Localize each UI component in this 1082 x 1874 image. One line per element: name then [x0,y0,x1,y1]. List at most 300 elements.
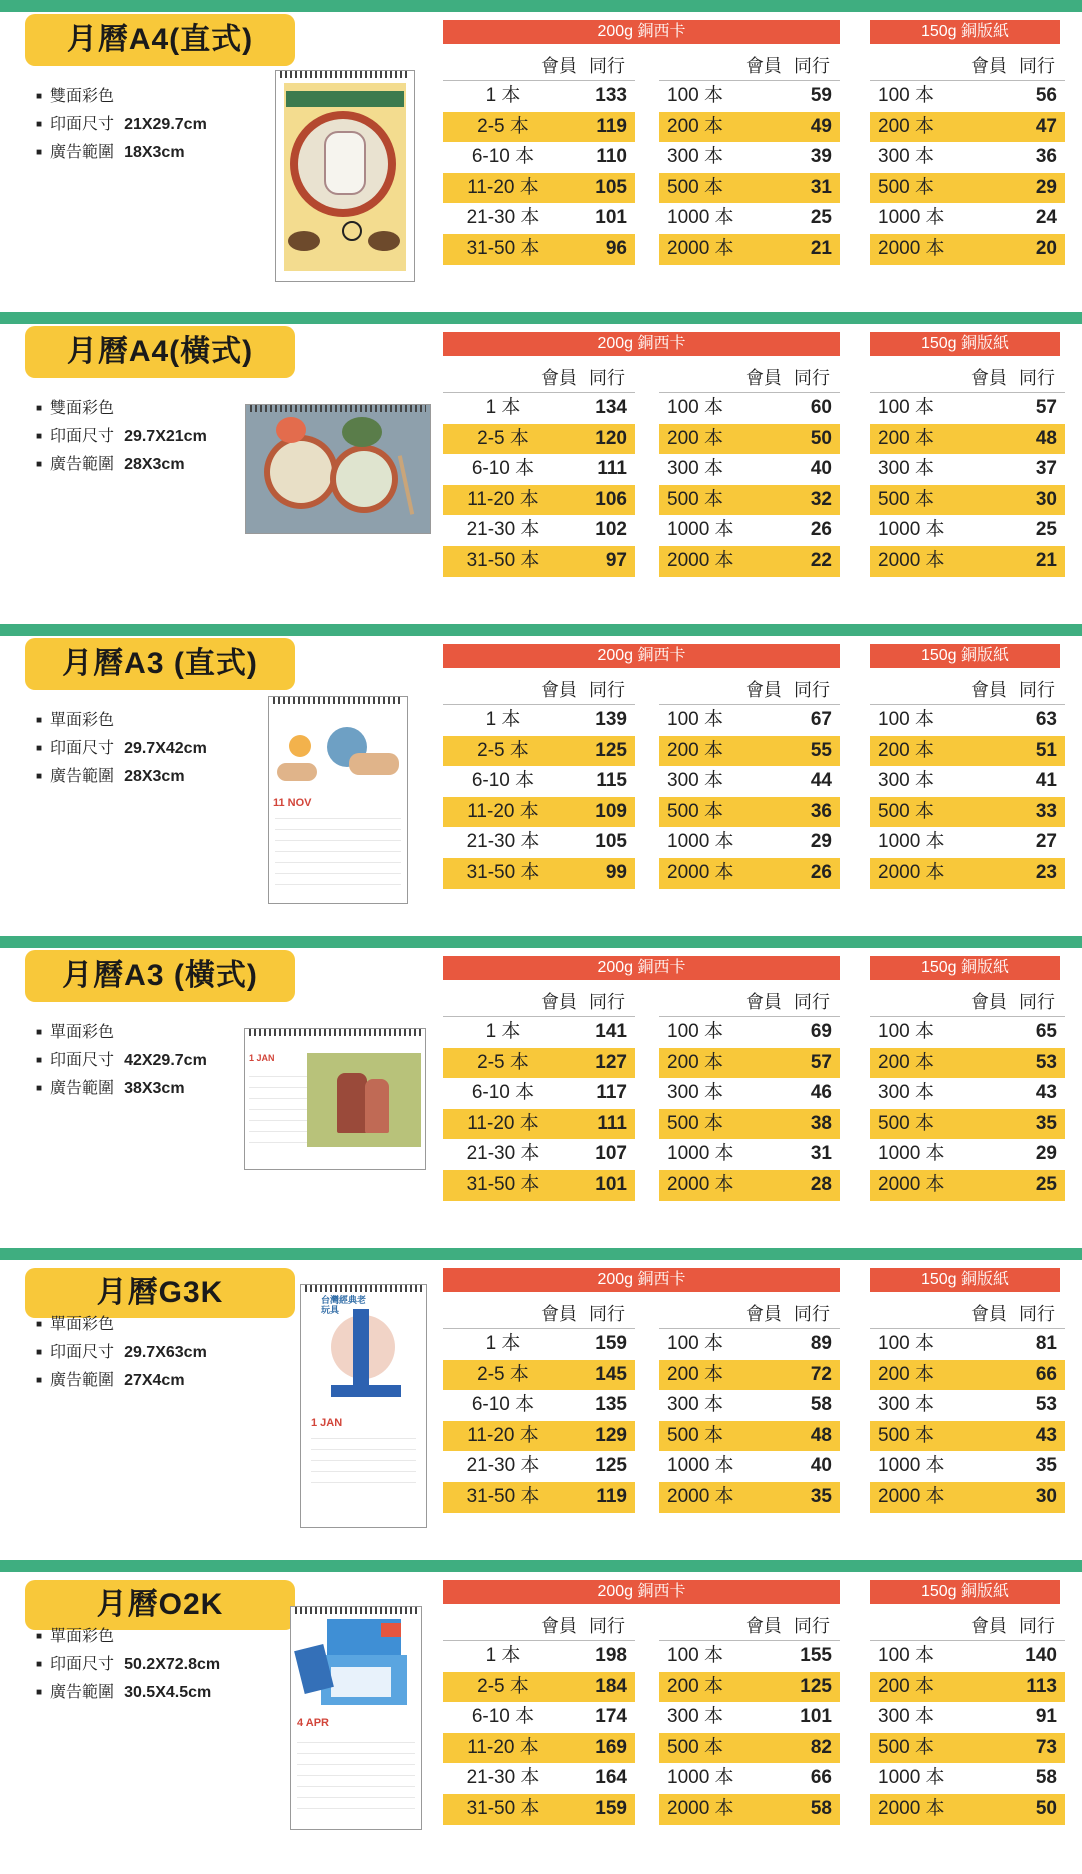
price-row [659,858,840,889]
quantity-label: 11-20 本 [467,800,539,822]
table-header [870,1612,1065,1641]
price-row [659,1641,840,1672]
price-value: 117 [596,1082,627,1104]
price-table-150g-bulk [870,1300,1065,1513]
price-row [870,1078,1065,1109]
price-row [870,1329,1065,1360]
member-header: 會員 [971,1616,1007,1636]
price-table-200g-small [443,988,635,1201]
peer-header: 同行 [589,680,625,700]
price-table-200g-bulk [659,1612,840,1825]
price-row [659,454,840,485]
quantity-label: 500 本 [667,488,723,510]
price-value: 101 [800,1706,832,1728]
peer-header: 同行 [589,368,625,388]
spec-ad-area-value: 38X3cm [124,1080,185,1097]
price-value: 111 [597,458,627,480]
price-row [443,1017,635,1048]
price-row [870,1139,1065,1170]
quantity-label: 21-30 本 [466,831,540,853]
table-header [870,364,1065,393]
spec-print-side [36,396,207,424]
member-header: 會員 [541,992,577,1012]
price-row [870,1641,1065,1672]
price-value: 25 [810,207,832,229]
price-row [443,1794,635,1825]
spec-list [36,708,207,792]
quantity-label: 200 本 [878,739,934,761]
paper-band-150g: 150g 銅版紙 [870,1580,1060,1604]
quantity-label: 31-50 本 [466,1797,540,1819]
price-row [870,1390,1065,1421]
member-header: 會員 [541,368,577,388]
quantity-label: 2000 本 [667,237,734,259]
table-header [659,1612,840,1641]
price-value: 159 [595,1797,627,1819]
price-value: 37 [1035,458,1057,480]
price-row [659,203,840,234]
price-table-150g-bulk [870,988,1065,1201]
quantity-label: 1 本 [485,709,521,730]
price-value: 36 [1035,146,1057,168]
price-value: 82 [810,1736,832,1758]
quantity-label: 2-5 本 [477,1675,529,1697]
price-row [870,1794,1065,1825]
spec-ad-area-value: 30.5X4.5cm [124,1684,212,1701]
price-row [443,393,635,424]
price-value: 33 [1035,800,1057,822]
price-value: 28 [810,1173,832,1195]
price-value: 135 [595,1394,627,1416]
paper-band-200g: 200g 銅西卡 [443,20,840,44]
price-row [443,515,635,546]
spec-print-size-label: 印面尺寸 [50,116,115,133]
paper-band-200g: 200g 銅西卡 [443,1268,840,1292]
price-value: 21 [1035,549,1057,571]
price-row [870,81,1065,112]
price-row [870,173,1065,204]
quantity-label: 21-30 本 [466,519,540,541]
quantity-label: 2-5 本 [477,739,529,761]
spec-list [36,1312,207,1396]
member-header: 會員 [971,56,1007,76]
quantity-label: 1000 本 [667,1455,734,1477]
price-value: 56 [1035,85,1057,106]
spec-ad-area-value: 27X4cm [124,1372,185,1389]
quantity-label: 200 本 [667,115,723,137]
table-header [659,988,840,1017]
quantity-label: 100 本 [878,397,934,418]
peer-header: 同行 [1019,680,1055,700]
price-value: 127 [595,1051,627,1073]
paper-band-150g: 150g 銅版紙 [870,332,1060,356]
product-section [0,0,1082,312]
quantity-label: 500 本 [878,176,934,198]
section-top-bar [0,624,1082,636]
quantity-label: 1000 本 [878,1455,945,1477]
quantity-label: 500 本 [878,488,934,510]
quantity-label: 200 本 [878,1675,934,1697]
peer-header: 同行 [589,992,625,1012]
price-row [443,485,635,516]
quantity-label: 500 本 [878,1424,934,1446]
quantity-label: 2000 本 [667,1485,734,1507]
price-table-200g-bulk [659,988,840,1201]
quantity-label: 200 本 [878,1051,934,1073]
spec-print-size-label: 印面尺寸 [50,1656,115,1673]
price-value: 53 [1035,1051,1057,1073]
peer-header: 同行 [1019,1616,1055,1636]
price-value: 25 [1035,1173,1057,1195]
price-value: 49 [810,115,832,137]
quantity-label: 500 本 [667,800,723,822]
spec-print-side-value: 單面彩色 [50,1628,115,1645]
table-header [870,1300,1065,1329]
quantity-label: 100 本 [667,1645,723,1666]
member-header: 會員 [746,1616,782,1636]
price-row [443,1109,635,1140]
product-title: 月曆A3 (橫式) [25,950,295,1002]
price-row [659,1702,840,1733]
price-row [443,1451,635,1482]
price-row [443,1733,635,1764]
table-header [659,1300,840,1329]
calendar-month-label: 11 NOV [273,797,312,809]
price-value: 81 [1035,1333,1057,1354]
price-value: 164 [595,1767,627,1789]
spec-ad-area [36,1076,207,1104]
spec-print-size [36,1340,207,1368]
price-row [659,485,840,516]
quantity-label: 1 本 [485,397,521,418]
price-value: 26 [810,861,832,883]
quantity-label: 1 本 [485,1645,521,1666]
price-row [443,858,635,889]
product-title: 月曆O2K [25,1580,295,1630]
quantity-label: 1000 本 [667,1143,734,1165]
price-value: 65 [1035,1021,1057,1042]
quantity-label: 300 本 [878,1082,934,1104]
quantity-label: 31-50 本 [466,237,540,259]
price-value: 29 [1035,1143,1057,1165]
price-row [870,1482,1065,1513]
quantity-label: 1000 本 [667,519,734,541]
price-table-200g-small [443,52,635,265]
price-value: 125 [800,1675,832,1697]
price-value: 91 [1035,1706,1057,1728]
paper-band-200g: 200g 銅西卡 [443,1580,840,1604]
peer-header: 同行 [794,56,830,76]
calendar-month-label: 1 JAN [311,1417,343,1429]
spec-print-size-label: 印面尺寸 [50,1052,115,1069]
table-header [659,364,840,393]
price-value: 110 [596,146,627,168]
price-row [659,546,840,577]
quantity-label: 2000 本 [878,861,945,883]
price-row [659,1360,840,1391]
price-value: 53 [1035,1394,1057,1416]
price-value: 140 [1025,1645,1057,1666]
price-value: 145 [595,1363,627,1385]
price-row [659,1794,840,1825]
quantity-label: 6-10 本 [471,770,535,792]
price-row [870,485,1065,516]
calendar-thumbnail [290,1606,422,1830]
paper-band-200g: 200g 銅西卡 [443,332,840,356]
spec-print-side-value: 雙面彩色 [50,88,115,105]
price-value: 48 [1035,427,1057,449]
table-header [443,1612,635,1641]
member-header: 會員 [971,680,1007,700]
quantity-label: 2000 本 [878,1485,945,1507]
price-value: 141 [595,1021,627,1042]
price-value: 106 [595,488,627,510]
price-value: 57 [810,1051,832,1073]
spec-print-side [36,1020,207,1048]
price-row [443,112,635,143]
quantity-label: 300 本 [878,1706,934,1728]
quantity-label: 11-20 本 [467,1112,539,1134]
price-row [443,203,635,234]
quantity-label: 500 本 [878,1736,934,1758]
spec-ad-area-value: 28X3cm [124,768,185,785]
quantity-label: 11-20 本 [467,1736,539,1758]
price-table-200g-small [443,676,635,889]
quantity-label: 500 本 [878,800,934,822]
price-row [870,1733,1065,1764]
product-section [0,1248,1082,1560]
price-row [443,1360,635,1391]
price-value: 29 [1035,176,1057,198]
price-row [870,203,1065,234]
quantity-label: 1000 本 [667,1767,734,1789]
price-value: 184 [595,1675,627,1697]
member-header: 會員 [746,680,782,700]
quantity-label: 21-30 本 [466,1455,540,1477]
price-row [659,393,840,424]
price-value: 72 [810,1363,832,1385]
price-row [659,1078,840,1109]
quantity-label: 100 本 [667,709,723,730]
price-value: 35 [1035,1112,1057,1134]
price-row [443,705,635,736]
spec-ad-area [36,1368,207,1396]
price-value: 22 [810,549,832,571]
price-row [870,1170,1065,1201]
quantity-label: 2-5 本 [477,1363,529,1385]
price-row [659,1672,840,1703]
quantity-label: 2000 本 [667,549,734,571]
quantity-label: 200 本 [878,427,934,449]
price-row [659,736,840,767]
price-value: 113 [1026,1675,1057,1697]
product-title: 月曆A4(直式) [25,14,295,66]
spec-print-side-value: 單面彩色 [50,712,115,729]
quantity-label: 100 本 [667,1021,723,1042]
price-row [659,173,840,204]
price-value: 24 [1035,207,1057,229]
price-row [870,1360,1065,1391]
quantity-label: 200 本 [667,1363,723,1385]
price-table-200g-bulk [659,364,840,577]
quantity-label: 1000 本 [878,207,945,229]
price-value: 125 [595,1455,627,1477]
price-value: 57 [1035,397,1057,418]
price-value: 155 [800,1645,832,1666]
quantity-label: 6-10 本 [471,1394,535,1416]
quantity-label: 2000 本 [878,237,945,259]
quantity-label: 2-5 本 [477,115,529,137]
price-value: 66 [810,1767,832,1789]
price-value: 50 [1035,1797,1057,1819]
quantity-label: 31-50 本 [466,1485,540,1507]
price-value: 159 [595,1333,627,1354]
quantity-label: 100 本 [878,1021,934,1042]
price-table-200g-small [443,1300,635,1513]
price-value: 60 [810,397,832,418]
quantity-label: 21-30 本 [466,1767,540,1789]
quantity-label: 31-50 本 [466,1173,540,1195]
spec-ad-area [36,452,207,480]
price-row [659,705,840,736]
peer-header: 同行 [1019,1304,1055,1324]
quantity-label: 100 本 [878,85,934,106]
price-row [659,1390,840,1421]
price-row [659,112,840,143]
price-row [870,454,1065,485]
price-value: 30 [1035,1485,1057,1507]
spec-ad-area [36,140,207,168]
quantity-label: 500 本 [878,1112,934,1134]
quantity-label: 21-30 本 [466,1143,540,1165]
price-row [659,515,840,546]
spec-print-side-value: 單面彩色 [50,1316,115,1333]
price-value: 36 [810,800,832,822]
price-table-150g-bulk [870,52,1065,265]
spec-print-size [36,736,207,764]
price-value: 47 [1035,115,1057,137]
price-value: 96 [605,237,627,259]
price-row [870,1672,1065,1703]
calendar-thumbnail [300,1284,427,1528]
price-row [659,1329,840,1360]
price-value: 101 [595,207,627,229]
price-value: 97 [605,549,627,571]
price-row [870,797,1065,828]
member-header: 會員 [541,1616,577,1636]
peer-header: 同行 [589,56,625,76]
spec-ad-area [36,764,207,792]
price-value: 105 [595,831,627,853]
spec-print-size [36,424,207,452]
price-value: 134 [595,397,627,418]
member-header: 會員 [541,56,577,76]
quantity-label: 2000 本 [878,1797,945,1819]
price-value: 198 [595,1645,627,1666]
quantity-label: 100 本 [667,85,723,106]
price-row [659,1048,840,1079]
spec-ad-area [36,1680,220,1708]
price-row [870,766,1065,797]
paper-band-150g: 150g 銅版紙 [870,1268,1060,1292]
price-value: 39 [810,146,832,168]
spec-list [36,1624,220,1708]
price-row [659,1482,840,1513]
price-value: 40 [810,1455,832,1477]
price-row [443,1329,635,1360]
quantity-label: 100 本 [667,397,723,418]
price-value: 46 [810,1082,832,1104]
quantity-label: 200 本 [667,427,723,449]
peer-header: 同行 [794,1304,830,1324]
member-header: 會員 [971,992,1007,1012]
price-value: 169 [595,1736,627,1758]
table-header [443,1300,635,1329]
price-value: 105 [595,176,627,198]
price-row [870,1109,1065,1140]
price-value: 89 [810,1333,832,1354]
price-row [870,705,1065,736]
quantity-label: 300 本 [667,770,723,792]
price-value: 115 [596,770,627,792]
product-section [0,624,1082,936]
price-value: 43 [1035,1424,1057,1446]
price-row [659,1733,840,1764]
price-value: 44 [810,770,832,792]
peer-header: 同行 [1019,368,1055,388]
quantity-label: 6-10 本 [471,458,535,480]
price-value: 26 [810,519,832,541]
section-top-bar [0,936,1082,948]
calendar-month-label: 4 APR [297,1717,329,1729]
price-table-200g-bulk [659,676,840,889]
calendar-thumbnail [244,1028,426,1170]
price-value: 125 [595,739,627,761]
price-value: 55 [810,739,832,761]
price-row [443,827,635,858]
price-row [870,515,1065,546]
price-value: 38 [810,1112,832,1134]
section-top-bar [0,1560,1082,1572]
price-value: 73 [1035,1736,1057,1758]
quantity-label: 1000 本 [878,1143,945,1165]
quantity-label: 2000 本 [878,1173,945,1195]
price-row [659,424,840,455]
price-row [443,797,635,828]
section-top-bar [0,1248,1082,1260]
price-value: 67 [810,709,832,730]
spec-print-size [36,1048,207,1076]
table-header [870,988,1065,1017]
price-row [659,1451,840,1482]
member-header: 會員 [746,992,782,1012]
price-value: 107 [595,1143,627,1165]
price-row [443,424,635,455]
price-row [659,1139,840,1170]
quantity-label: 31-50 本 [466,549,540,571]
price-value: 27 [1035,831,1057,853]
spec-print-size-value: 29.7X21cm [124,428,207,445]
spec-print-side-value: 雙面彩色 [50,400,115,417]
price-value: 119 [596,1485,627,1507]
price-value: 133 [595,85,627,106]
quantity-label: 500 本 [667,1736,723,1758]
spec-print-size-value: 21X29.7cm [124,116,207,133]
spec-print-side [36,708,207,736]
calendar-month-label: 1 JAN [249,1053,275,1063]
quantity-label: 200 本 [667,1051,723,1073]
price-value: 119 [596,115,627,137]
